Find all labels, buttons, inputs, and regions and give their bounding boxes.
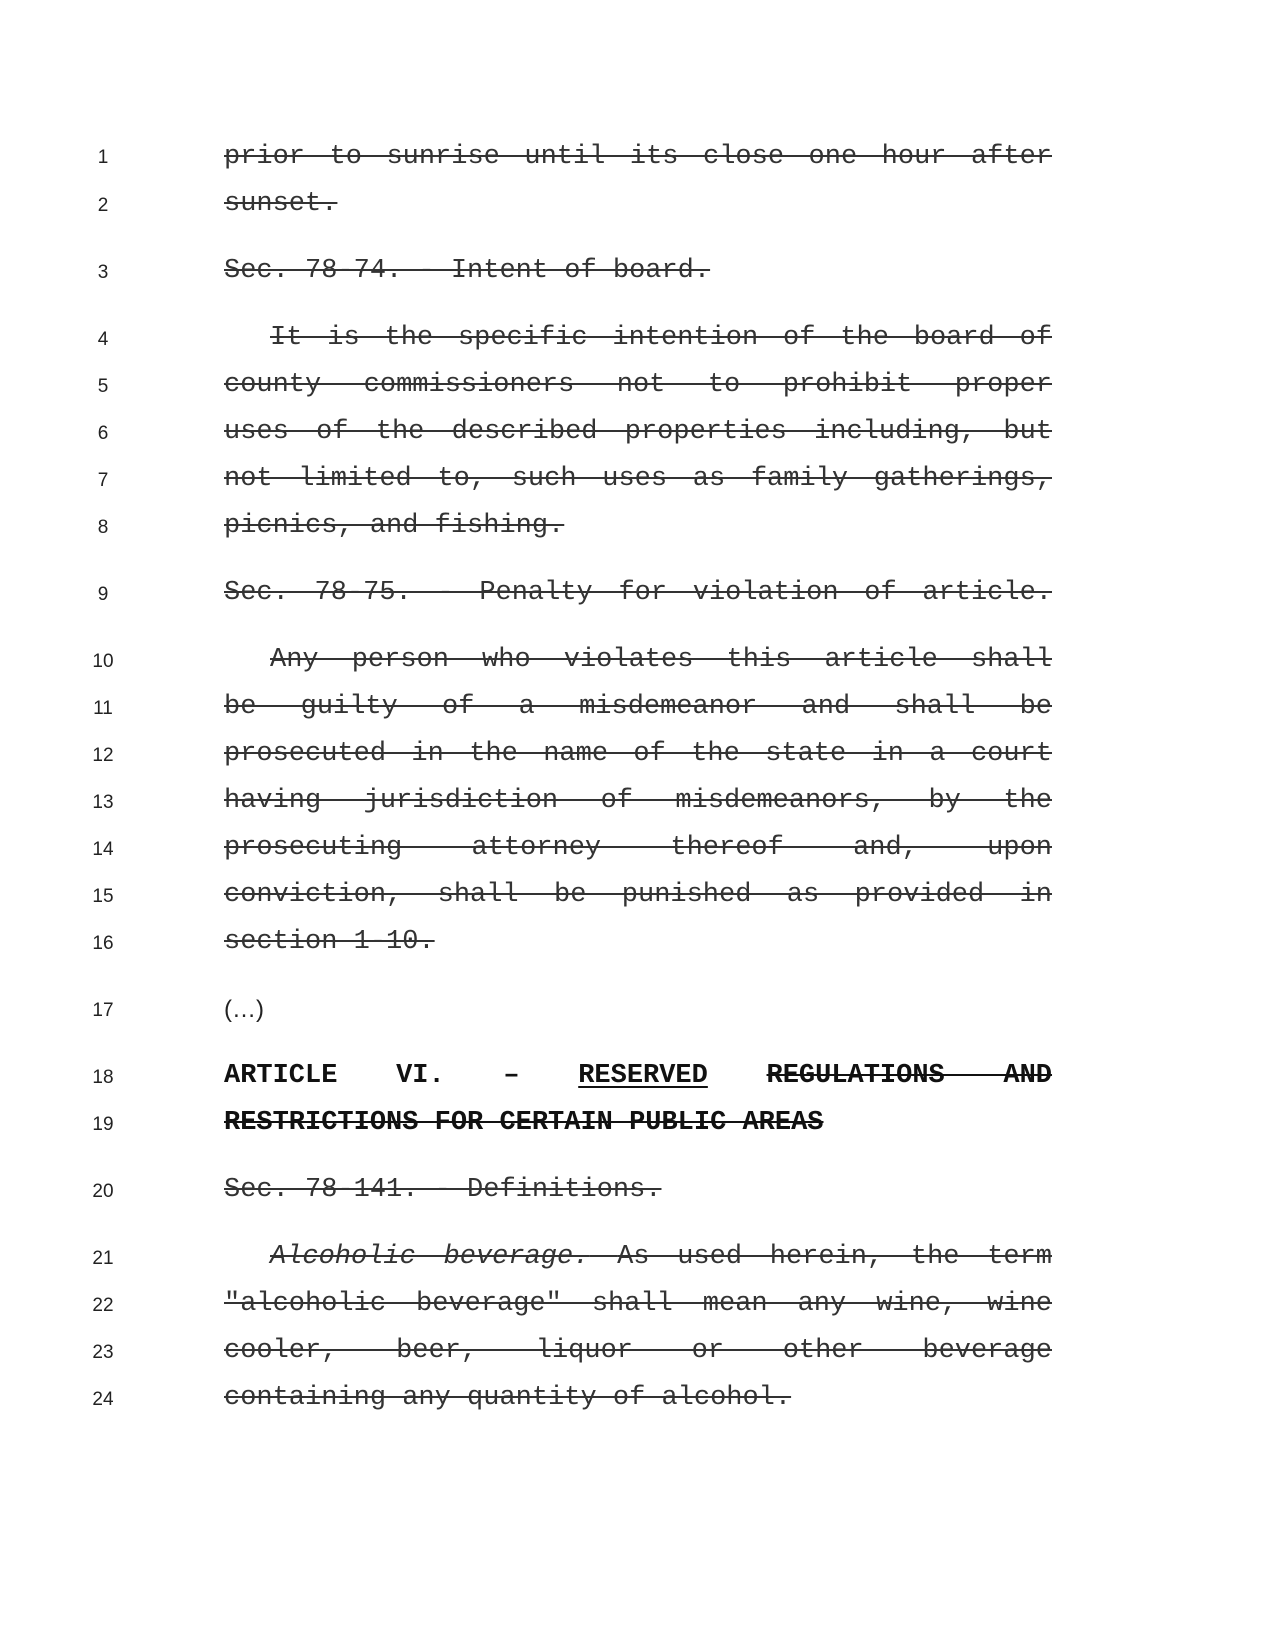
text-line: It is the specific intention of the board of	[270, 323, 1052, 353]
line-number: 1	[97, 147, 109, 168]
line-number: 20	[92, 1181, 114, 1202]
line-number: 7	[97, 470, 109, 491]
text-line: having jurisdiction of misdemeanors, by the	[224, 786, 1052, 816]
definition-text: As used herein, the term	[617, 1242, 1052, 1272]
article-heading-continued: RESTRICTIONS FOR CERTAIN PUBLIC AREAS	[224, 1108, 824, 1138]
section-heading: Sec. 78-74. - Intent of board.	[224, 256, 711, 286]
line-number: 3	[97, 262, 109, 283]
text-line: be guilty of a misdemeanor and shall be	[224, 692, 1052, 722]
line-number: 12	[92, 745, 114, 766]
text-line: containing any quantity of alcohol.	[224, 1383, 792, 1413]
text-line: county commissioners not to prohibit proper	[224, 370, 1052, 400]
text-line: conviction, shall be punished as provided in	[224, 880, 1052, 910]
text-line: prosecuted in the name of the state in a court	[224, 739, 1052, 769]
defined-term: Alcoholic beverage.	[270, 1242, 590, 1272]
line-number: 14	[92, 839, 114, 860]
line-number: 24	[92, 1389, 114, 1410]
text-line: prior to sunrise until its close one hour after	[224, 142, 1052, 172]
text-line: section 1-10.	[224, 927, 435, 957]
deleted-text: REGULATIONS AND	[766, 1061, 1053, 1091]
text-line: not limited to, such uses as family gatherings,	[224, 464, 1052, 494]
line-number: 13	[92, 792, 114, 813]
ellipsis-marker: (…)	[224, 996, 264, 1023]
line-number: 2	[97, 195, 109, 216]
line-number: 23	[92, 1342, 114, 1363]
line-number: 11	[93, 698, 113, 719]
line-number: 9	[97, 584, 109, 605]
inserted-text: RESERVED	[578, 1061, 708, 1091]
line-number: 5	[97, 376, 109, 397]
line-number: 15	[92, 886, 114, 907]
line-number: 17	[92, 1000, 114, 1021]
text-line: prosecuting attorney thereof and, upon	[224, 833, 1052, 863]
line-number: 19	[92, 1114, 114, 1135]
text-line: uses of the described properties including, but	[224, 417, 1052, 447]
line-number: 4	[97, 329, 109, 350]
line-number: 10	[92, 651, 114, 672]
line-number: 21	[92, 1248, 114, 1269]
line-number: 22	[92, 1295, 114, 1316]
line-number: 18	[92, 1067, 114, 1088]
line-number: 6	[97, 423, 109, 444]
article-heading	[224, 1061, 1052, 1091]
text-line: cooler, beer, liquor or other beverage	[224, 1336, 1052, 1366]
article-label: ARTICLE VI. –	[224, 1061, 520, 1091]
line-number: 8	[97, 517, 109, 538]
section-heading: Sec. 78-75. - Penalty for violation of article.	[224, 578, 1052, 608]
line-number: 16	[92, 933, 114, 954]
text-line: "alcoholic beverage" shall mean any wine, wine	[224, 1289, 1052, 1319]
text-line: Any person who violates this article shall	[270, 645, 1052, 675]
text-line	[270, 1242, 1052, 1272]
text-line: picnics, and fishing.	[224, 511, 565, 541]
section-heading: Sec. 78-141. - Definitions.	[224, 1175, 662, 1205]
text-line: sunset.	[224, 189, 338, 219]
